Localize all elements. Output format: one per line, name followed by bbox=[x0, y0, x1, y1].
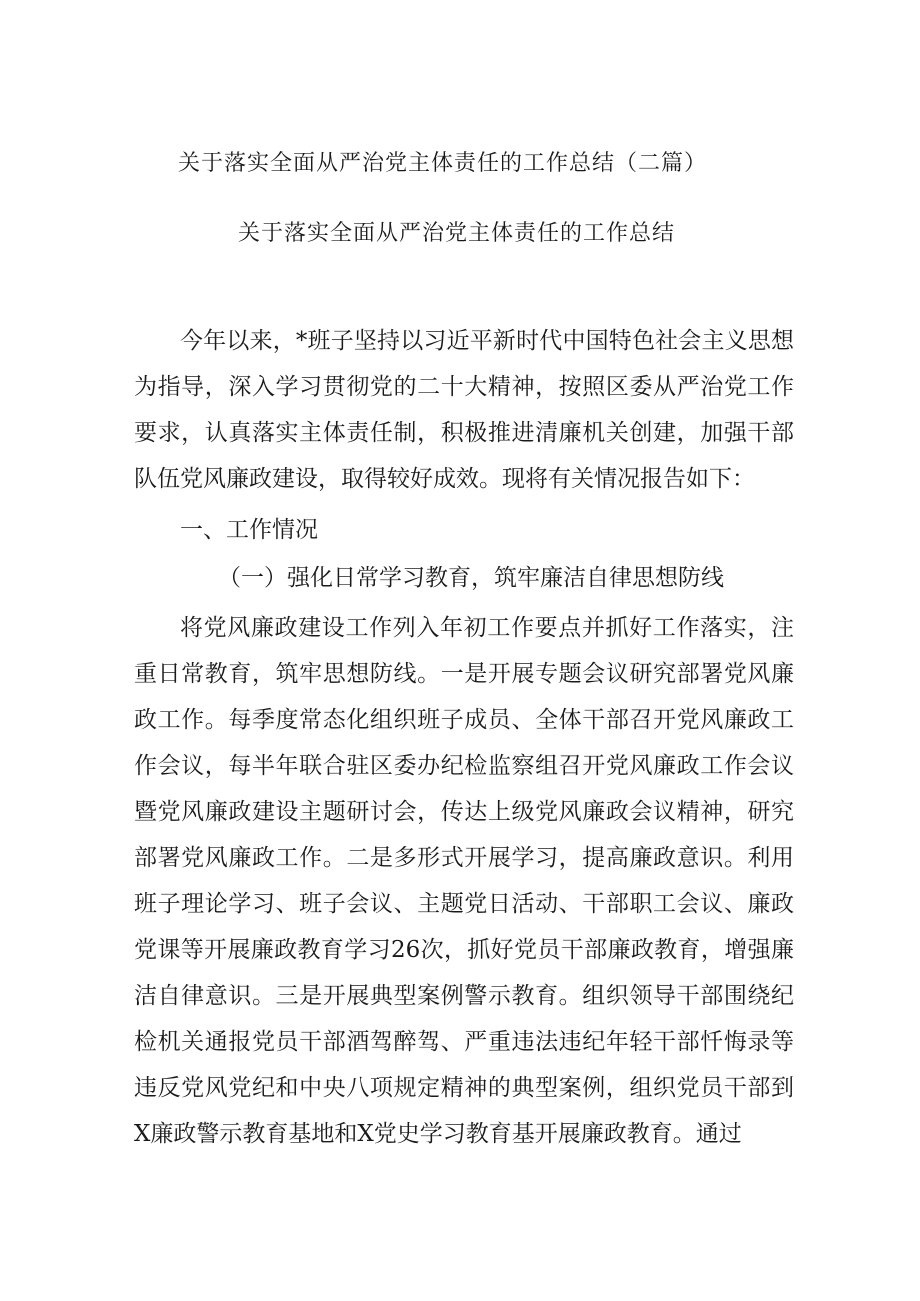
section-heading: 一、工作情况 bbox=[180, 517, 318, 543]
document-title: 关于落实全面从严治党主体责任的工作总结（二篇） bbox=[178, 151, 708, 176]
intro-paragraph: 今年以来，*班子坚持以习近平新时代中国特色社会主义思想为指导，深入学习贯彻党的二十大精神，按照区委从严治党工作要求，认真落实主体责任制，积极推进清廉机关创建，加强干部队伍党风廉政建设，取得较好成效。现将有关情况报告如下： bbox=[134, 328, 794, 492]
document-subtitle: 关于落实全面从严治党主体责任的工作总结 bbox=[238, 221, 676, 246]
body-paragraph: 将党风廉政建设工作列入年初工作要点并抓好工作落实，注重日常教育，筑牢思想防线。一是开展专题会议研究部署党风廉政工作。每季度常态化组织班子成员、全体干部召开党风廉政工作会议，每半年联合驻区委办纪检监察组召开党风廉政工作会议暨党风廉政建设主题研讨会，传达上级党风廉政会议精神，研究部署党风廉政工作。二是多形式开展学习，提高廉政意识。利用班子理论学习、班子会议、主题党日活动、干部职工会议、廉政党课等开展廉政教育学习26次，抓好党员干部廉政教育，增强廉洁自律意识。三是开展典型案例警示教育。组织领导干部围绕纪检机关通报党员干部酒驾醉驾、严重违法违纪年轻干部忏悔录等违反党风党纪和中央八项规定精神的典型案例，组织党员干部到X廉政警示教育基地和X党史学习教育基开展廉政教育。通过 bbox=[134, 615, 794, 1147]
subsection-heading: （一）强化日常学习教育，筑牢廉洁自律思想防线 bbox=[218, 565, 724, 591]
